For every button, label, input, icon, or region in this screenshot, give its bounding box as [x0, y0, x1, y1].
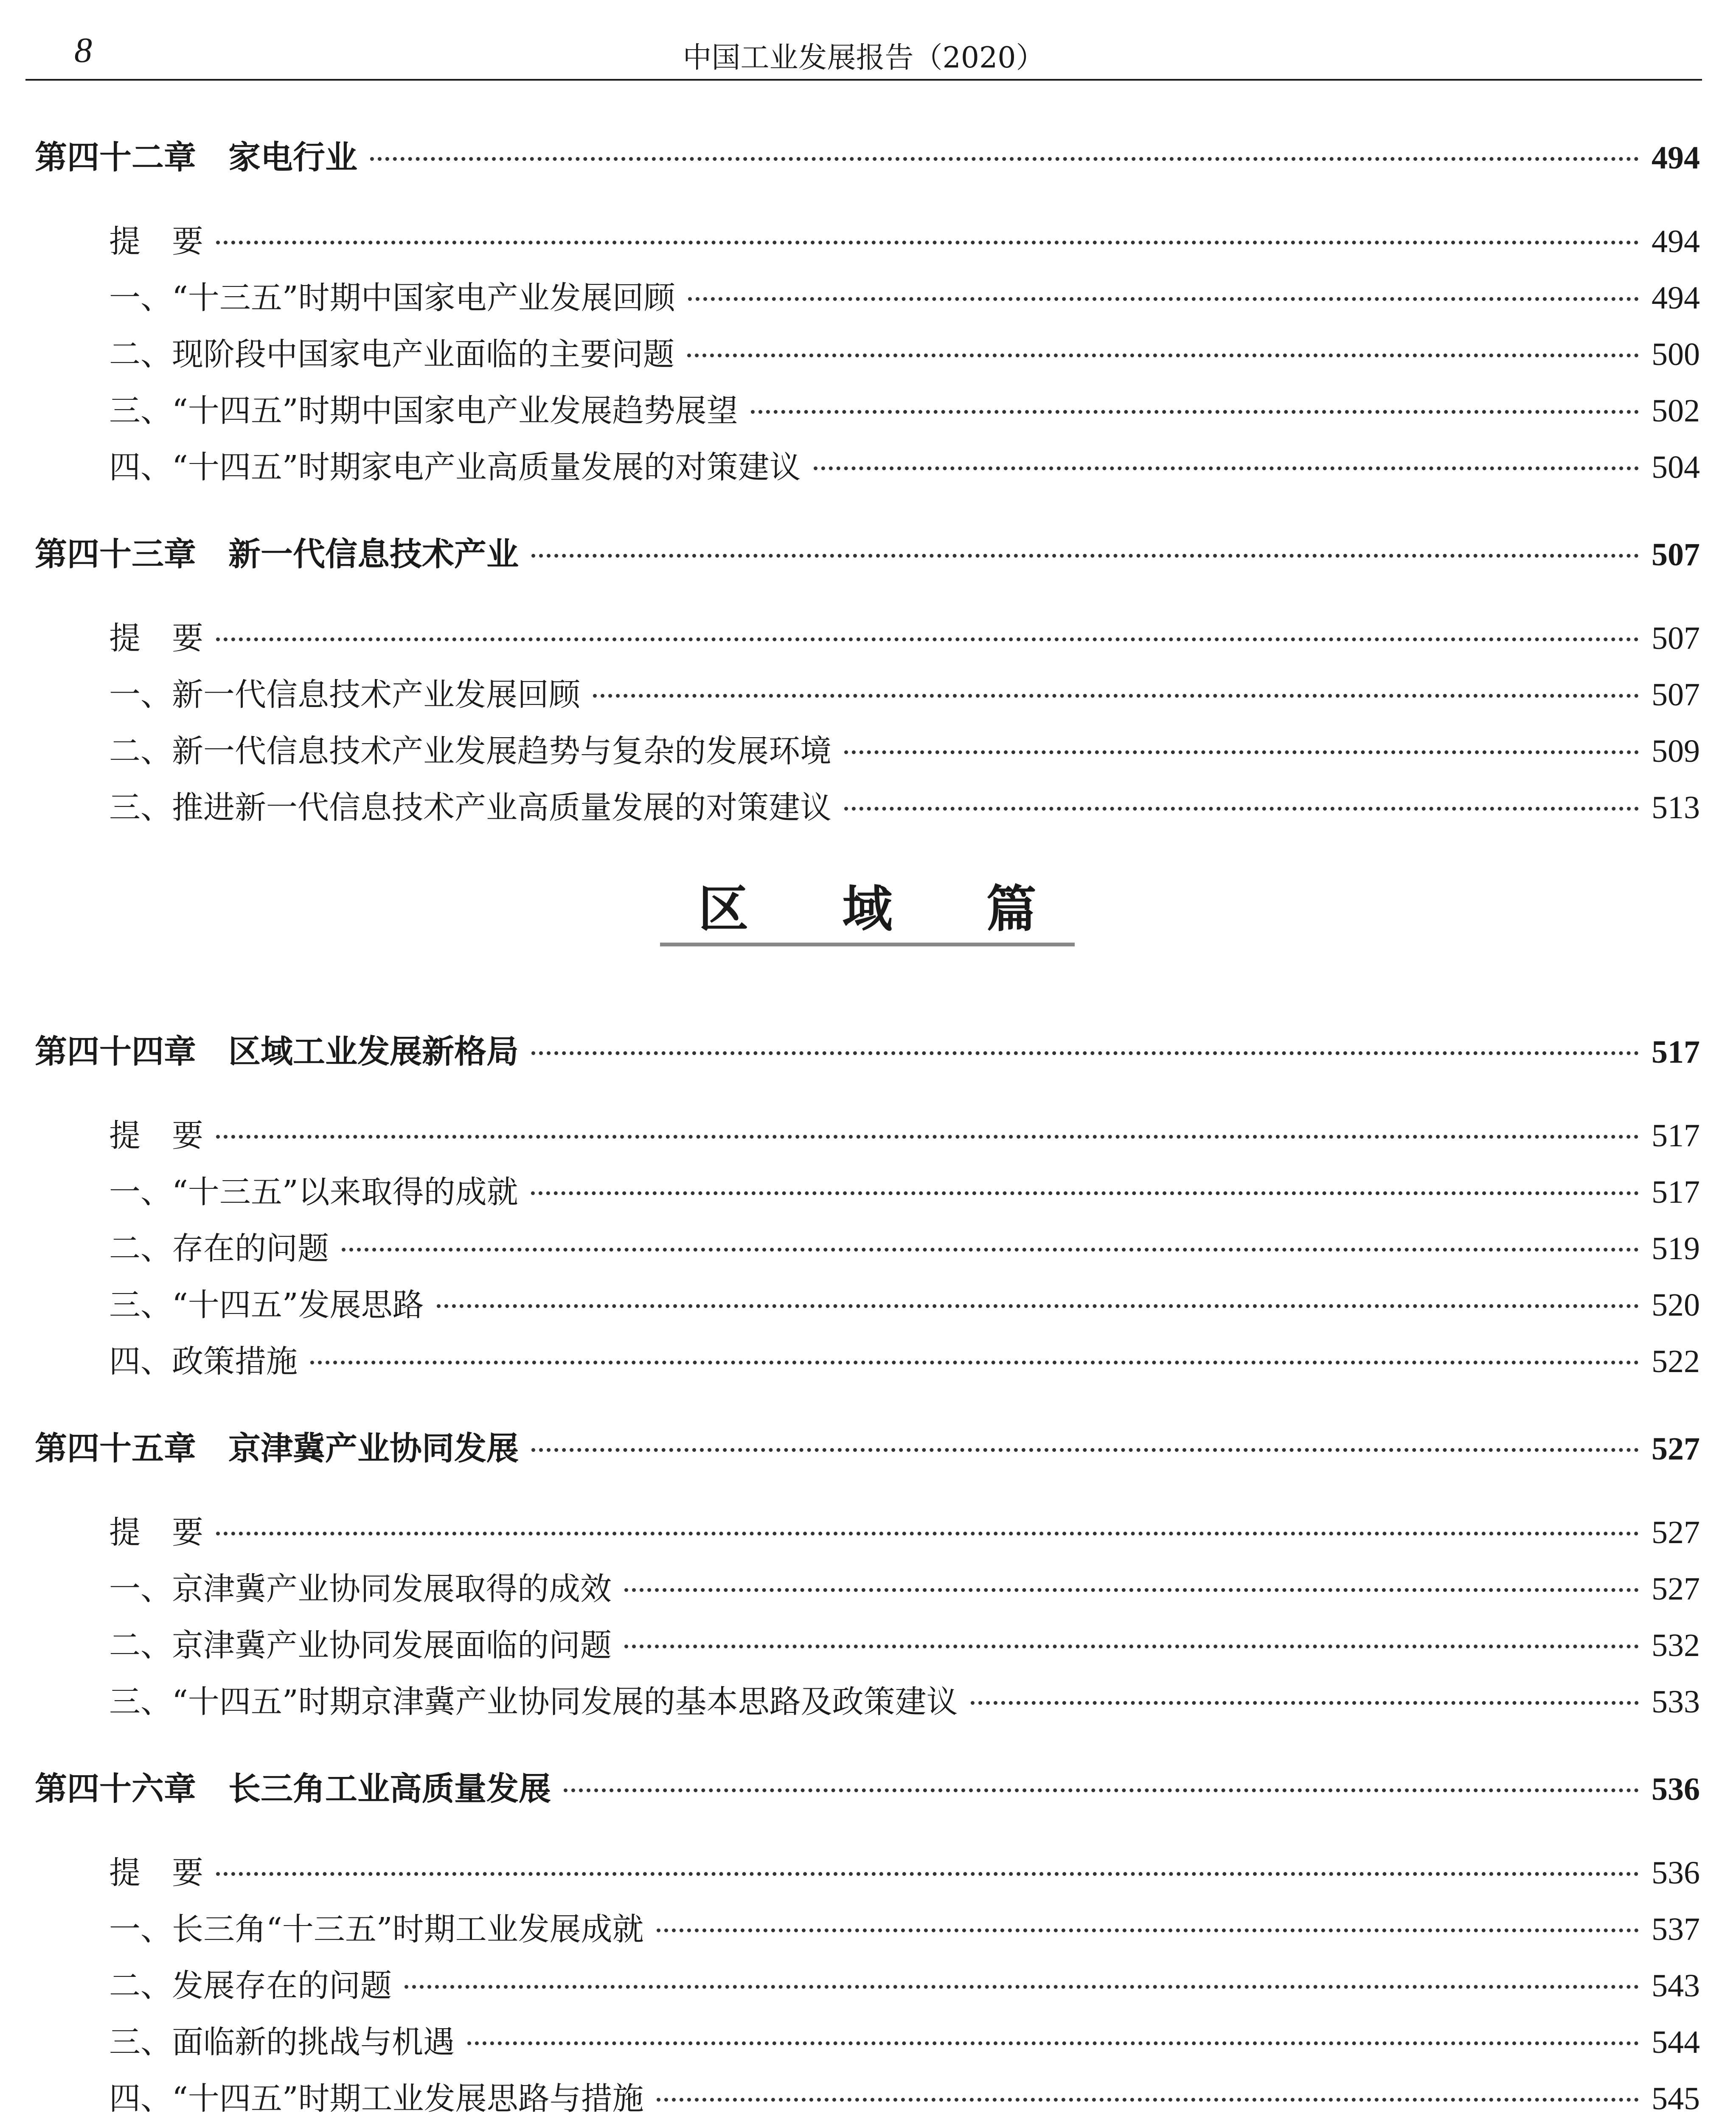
page-number: 8	[74, 31, 92, 70]
section-page-number: 517	[1652, 1174, 1700, 1210]
section-entry[interactable]	[35, 783, 1700, 839]
part-heading	[35, 869, 1700, 941]
leader-dots	[531, 1191, 1639, 1195]
chapter-title: 第四十二章 家电行业	[35, 138, 357, 176]
leader-dots	[531, 1051, 1639, 1055]
leader-dots	[971, 1701, 1639, 1705]
section-entry[interactable]	[35, 1111, 1700, 1167]
section-entry[interactable]	[35, 329, 1700, 386]
leader-dots	[844, 807, 1639, 811]
section-page-number: 507	[1652, 620, 1700, 656]
section-entry[interactable]	[35, 1564, 1700, 1620]
section-title: 提 要	[109, 1514, 203, 1551]
section-title: 二、京津冀产业协同发展面临的问题	[109, 1627, 612, 1664]
section-page-number: 544	[1652, 2024, 1700, 2060]
section-title: 四、“十四五”时期家电产业高质量发展的对策建议	[109, 449, 801, 486]
section-entry[interactable]	[35, 386, 1700, 442]
leader-dots	[405, 1985, 1639, 1989]
chapter-page-number: 527	[1652, 1431, 1700, 1467]
header-rule	[25, 79, 1702, 81]
section-title: 三、面临新的挑战与机遇	[109, 2024, 455, 2060]
leader-dots	[437, 1304, 1639, 1308]
leader-dots	[531, 1448, 1639, 1452]
section-title: 提 要	[109, 1117, 203, 1154]
leader-dots	[310, 1361, 1639, 1364]
section-title: 二、发展存在的问题	[109, 1968, 392, 2004]
section-page-number: 494	[1652, 224, 1700, 259]
table-of-contents	[35, 132, 1700, 2122]
chapter-entry[interactable]	[35, 1423, 1700, 1482]
section-entry[interactable]	[35, 273, 1700, 329]
chapter-block	[35, 528, 1700, 839]
section-title: 一、“十三五”以来取得的成就	[109, 1174, 518, 1210]
leader-dots	[216, 1532, 1639, 1535]
section-page-number: 500	[1652, 337, 1700, 372]
section-entry[interactable]	[35, 442, 1700, 499]
leader-dots	[467, 2041, 1639, 2045]
section-entry[interactable]	[35, 1336, 1700, 1393]
section-title: 提 要	[109, 620, 203, 657]
leader-dots	[564, 1788, 1639, 1792]
leader-dots	[531, 554, 1639, 558]
chapter-page-number: 517	[1652, 1034, 1700, 1070]
chapter-page-number: 494	[1652, 140, 1700, 176]
chapter-entry[interactable]	[35, 1763, 1700, 1822]
section-entry[interactable]	[35, 726, 1700, 783]
section-entry[interactable]	[35, 1620, 1700, 1677]
section-page-number: 494	[1652, 280, 1700, 316]
section-entry[interactable]	[35, 1224, 1700, 1280]
chapter-entry[interactable]	[35, 1026, 1700, 1085]
chapter-title: 第四十四章 区域工业发展新格局	[35, 1033, 519, 1070]
section-page-number: 513	[1652, 790, 1700, 825]
section-page-number: 527	[1652, 1571, 1700, 1607]
section-entry[interactable]	[35, 613, 1700, 670]
section-page-number: 507	[1652, 677, 1700, 713]
section-page-number: 522	[1652, 1344, 1700, 1379]
leader-dots	[216, 637, 1639, 641]
chapter-block	[35, 1026, 1700, 1393]
section-page-number: 509	[1652, 733, 1700, 769]
leader-dots	[624, 1588, 1639, 1592]
section-title: 一、新一代信息技术产业发展回顾	[109, 676, 580, 713]
running-title: 中国工业发展报告（2020）	[683, 41, 1045, 75]
leader-dots	[624, 1645, 1639, 1648]
page-header	[25, 0, 1702, 81]
leader-dots	[342, 1248, 1639, 1252]
section-entry[interactable]	[35, 216, 1700, 273]
leader-dots	[657, 2098, 1639, 2102]
chapter-page-number: 507	[1652, 537, 1700, 573]
chapter-entry[interactable]	[35, 132, 1700, 191]
section-entry[interactable]	[35, 670, 1700, 726]
chapter-block	[35, 1423, 1700, 1733]
section-entry[interactable]	[35, 1961, 1700, 2017]
section-page-number: 520	[1652, 1287, 1700, 1323]
leader-dots	[216, 1135, 1639, 1139]
section-title: 二、新一代信息技术产业发展趋势与复杂的发展环境	[109, 733, 831, 769]
leader-dots	[593, 694, 1639, 698]
section-page-number: 537	[1652, 1911, 1700, 1947]
chapter-title: 第四十五章 京津冀产业协同发展	[35, 1429, 519, 1467]
chapter-block	[35, 1763, 1700, 2122]
leader-dots	[814, 466, 1639, 470]
toc-group-after	[35, 1026, 1700, 2122]
section-title: 四、政策措施	[109, 1343, 298, 1380]
section-page-number: 504	[1652, 449, 1700, 485]
section-page-number: 545	[1652, 2081, 1700, 2116]
chapter-entry[interactable]	[35, 528, 1700, 588]
leader-dots	[844, 750, 1639, 754]
leader-dots	[688, 297, 1639, 301]
leader-dots	[657, 1928, 1639, 1932]
section-title: 二、存在的问题	[109, 1230, 329, 1267]
chapter-page-number: 536	[1652, 1771, 1700, 1807]
section-title: 一、长三角“十三五”时期工业发展成就	[109, 1911, 644, 1948]
leader-dots	[216, 241, 1639, 244]
section-entry[interactable]	[35, 1904, 1700, 1961]
chapter-title: 第四十三章 新一代信息技术产业	[35, 535, 519, 573]
section-entry[interactable]	[35, 1167, 1700, 1224]
part-title: 区 域 篇	[660, 869, 1074, 946]
section-title: 三、“十四五”发展思路	[109, 1287, 424, 1323]
section-page-number: 502	[1652, 393, 1700, 429]
section-page-number: 532	[1652, 1628, 1700, 1663]
leader-dots	[687, 354, 1639, 357]
section-entry[interactable]	[35, 1677, 1700, 1733]
section-title: 一、“十三五”时期中国家电产业发展回顾	[109, 280, 675, 316]
section-title: 三、“十四五”时期中国家电产业发展趋势展望	[109, 393, 738, 429]
section-entry[interactable]	[35, 2017, 1700, 2074]
section-page-number: 536	[1652, 1855, 1700, 1891]
section-entry[interactable]	[35, 1848, 1700, 1904]
section-title: 二、现阶段中国家电产业面临的主要问题	[109, 336, 674, 373]
chapter-title: 第四十六章 长三角工业高质量发展	[35, 1770, 551, 1808]
chapter-block	[35, 132, 1700, 499]
section-title: 三、推进新一代信息技术产业高质量发展的对策建议	[109, 789, 831, 826]
section-page-number: 543	[1652, 1968, 1700, 2004]
section-entry[interactable]	[35, 1280, 1700, 1336]
leader-dots	[216, 1872, 1639, 1876]
section-title: 三、“十四五”时期京津冀产业协同发展的基本思路及政策建议	[109, 1684, 958, 1720]
section-entry[interactable]	[35, 2074, 1700, 2122]
section-page-number: 519	[1652, 1231, 1700, 1266]
section-title: 提 要	[109, 1855, 203, 1891]
section-entry[interactable]	[35, 1507, 1700, 1564]
section-title: 提 要	[109, 223, 203, 260]
section-page-number: 533	[1652, 1684, 1700, 1720]
toc-group-before	[35, 132, 1700, 839]
section-page-number: 527	[1652, 1515, 1700, 1550]
leader-dots	[751, 410, 1639, 414]
leader-dots	[370, 157, 1639, 161]
section-page-number: 517	[1652, 1118, 1700, 1154]
section-title: 一、京津冀产业协同发展取得的成效	[109, 1571, 612, 1607]
section-title: 四、“十四五”时期工业发展思路与措施	[109, 2080, 644, 2117]
